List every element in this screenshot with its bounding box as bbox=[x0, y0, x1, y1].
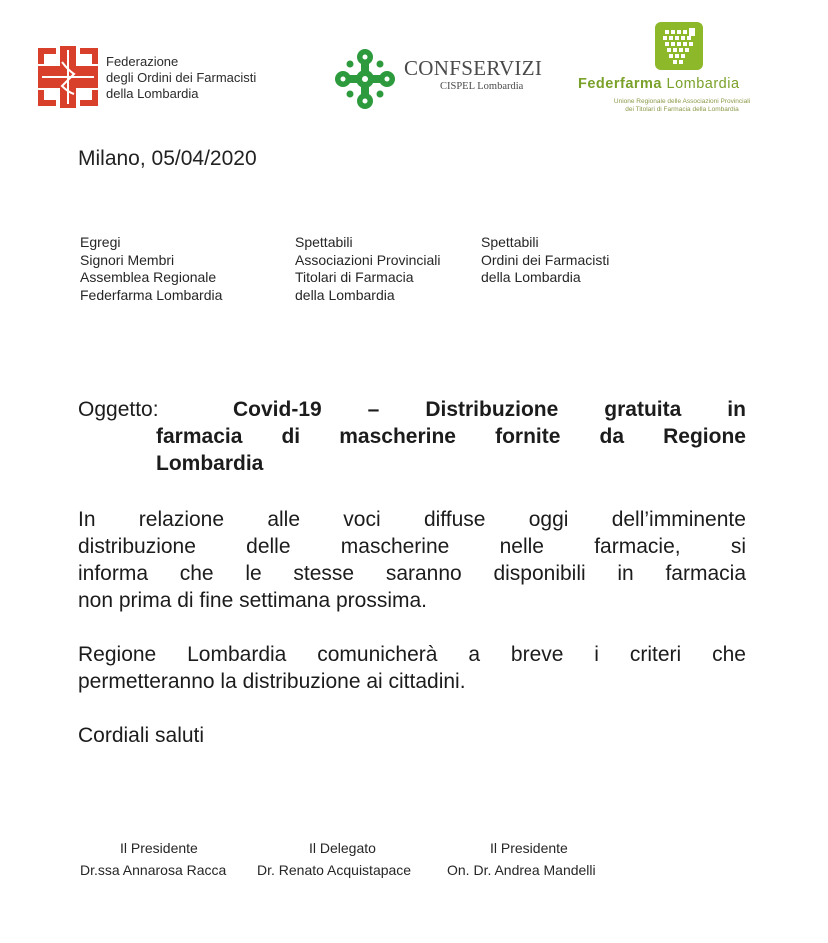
subject-word: da bbox=[599, 425, 625, 448]
word: che bbox=[179, 562, 214, 585]
addressee-line: Spettabili bbox=[481, 234, 539, 250]
federfarma-description bbox=[580, 98, 784, 114]
word: disponibili bbox=[493, 562, 586, 585]
fofi-name bbox=[106, 54, 256, 102]
fofi-line-2: degli Ordini dei Farmacisti bbox=[106, 70, 257, 85]
paragraph-line: permetteranno la distribuzione ai cittadini. bbox=[78, 670, 466, 693]
paragraph-line bbox=[78, 533, 746, 560]
word: farmacie, bbox=[594, 535, 681, 558]
addressee-line: Titolari di Farmacia bbox=[295, 269, 414, 285]
addressee-line: Associazioni Provinciali bbox=[295, 251, 441, 268]
federfarma-desc-line-2: dei Titolari di Farmacia della Lombardia bbox=[625, 106, 739, 113]
addressee-line: Egregi bbox=[80, 234, 121, 250]
subject-word: mascherine bbox=[339, 425, 456, 448]
word: delle bbox=[246, 535, 291, 558]
signatory-name: On. Dr. Andrea Mandelli bbox=[447, 862, 596, 878]
addressee-block bbox=[80, 234, 222, 304]
confservizi-subtitle: CISPEL Lombardia bbox=[440, 81, 524, 92]
subject-word: Covid-19 bbox=[233, 398, 322, 421]
word: le bbox=[245, 562, 262, 585]
word: voci bbox=[343, 508, 381, 531]
paragraph-line: non prima di fine settimana prossima. bbox=[78, 589, 427, 612]
addressee-line: Signori Membri bbox=[80, 251, 175, 268]
confservizi-logo bbox=[330, 44, 570, 114]
subject-line-1 bbox=[233, 396, 746, 423]
federfarma-name-bold: Federfarma bbox=[578, 76, 662, 92]
federfarma-logo bbox=[572, 22, 792, 122]
subject-word: di bbox=[281, 425, 301, 448]
subject-line-3: Lombardia bbox=[156, 452, 264, 475]
word: dell’imminente bbox=[611, 508, 746, 531]
word: stesse bbox=[293, 562, 355, 585]
body-paragraph-2 bbox=[78, 641, 746, 695]
word: Regione bbox=[78, 643, 157, 666]
fofi-logo bbox=[36, 44, 296, 114]
signatory-name: Dr. Renato Acquistapace bbox=[257, 862, 412, 878]
addressee-line: Federfarma Lombardia bbox=[80, 286, 223, 303]
word: in bbox=[617, 562, 634, 585]
word: In bbox=[78, 508, 96, 531]
word: farmacia bbox=[665, 562, 746, 585]
word: a bbox=[468, 643, 481, 666]
subject-word: Regione bbox=[663, 425, 746, 448]
word: relazione bbox=[138, 508, 225, 531]
subject-word: in bbox=[727, 398, 746, 421]
word: i bbox=[594, 643, 599, 666]
addressee-block bbox=[481, 234, 609, 287]
subject-word: – bbox=[367, 398, 380, 421]
word: alle bbox=[267, 508, 301, 531]
word: informa bbox=[78, 562, 149, 585]
addressee-line: Assemblea Regionale bbox=[80, 269, 217, 285]
body-paragraph-1 bbox=[78, 506, 746, 614]
word: distribuzione bbox=[78, 535, 196, 558]
signatory-role: Il Presidente bbox=[490, 840, 568, 856]
word: criteri bbox=[629, 643, 682, 666]
word: saranno bbox=[385, 562, 462, 585]
closing-salutation: Cordiali saluti bbox=[78, 724, 205, 747]
federfarma-name bbox=[578, 76, 740, 92]
addressee-block bbox=[295, 234, 441, 304]
fofi-line-1: Federazione bbox=[106, 54, 179, 69]
subject-word: farmacia bbox=[156, 425, 243, 448]
word: diffuse bbox=[423, 508, 486, 531]
addressee-line: della Lombardia bbox=[481, 269, 581, 285]
addressee-line: Spettabili bbox=[295, 234, 353, 250]
word: nelle bbox=[499, 535, 544, 558]
paragraph-line bbox=[78, 506, 746, 533]
federfarma-desc-line-1: Unione Regionale delle Associazioni Provinciali bbox=[613, 98, 751, 105]
subject-word: fornite bbox=[495, 425, 561, 448]
word: mascherine bbox=[340, 535, 450, 558]
word: si bbox=[730, 535, 746, 558]
signatory-role: Il Delegato bbox=[309, 840, 376, 856]
paragraph-line bbox=[78, 560, 746, 587]
pharmacy-cross-icon bbox=[36, 44, 100, 110]
word: oggi bbox=[528, 508, 569, 531]
signatory-role: Il Presidente bbox=[120, 840, 198, 856]
federfarma-mark-icon bbox=[655, 22, 703, 70]
subject-line-2 bbox=[156, 423, 746, 450]
word: Lombardia bbox=[187, 643, 287, 666]
subject-label: Oggetto: bbox=[78, 398, 159, 421]
fofi-line-3: della Lombardia bbox=[106, 86, 199, 101]
word: comunicherà bbox=[317, 643, 438, 666]
word: che bbox=[712, 643, 746, 666]
signatory-name: Dr.ssa Annarosa Racca bbox=[80, 862, 227, 878]
addressee-line: della Lombardia bbox=[295, 286, 395, 303]
subject-word: gratuita bbox=[604, 398, 682, 421]
confservizi-cross-icon bbox=[330, 44, 400, 114]
paragraph-line bbox=[78, 641, 746, 668]
federfarma-name-rest: Lombardia bbox=[666, 76, 740, 92]
word: breve bbox=[510, 643, 564, 666]
confservizi-title: CONFSERVIZI bbox=[404, 56, 543, 80]
subject-word: Distribuzione bbox=[425, 398, 559, 421]
addressee-line: Ordini dei Farmacisti bbox=[481, 251, 610, 268]
letter-date: Milano, 05/04/2020 bbox=[78, 147, 257, 170]
